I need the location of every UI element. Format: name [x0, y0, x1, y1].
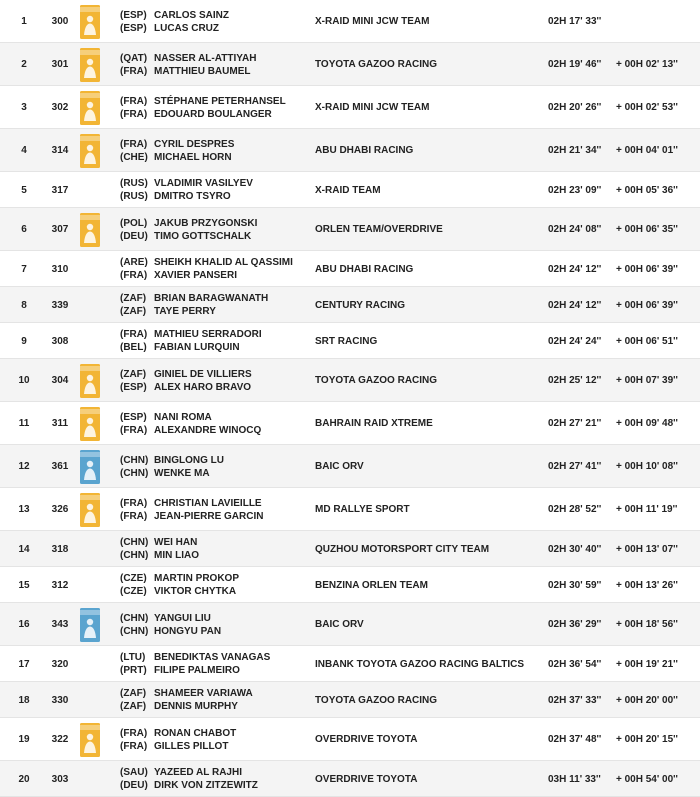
co-driver-name[interactable]: TAYE PERRY: [154, 306, 216, 317]
table-row[interactable]: [0, 761, 700, 797]
nationality: (FRA): [120, 497, 148, 509]
team-name[interactable]: BENZINA ORLEN TEAM: [315, 579, 428, 591]
co-driver-name[interactable]: TIMO GOTTSCHALK: [154, 230, 252, 242]
driver-name[interactable]: CYRIL DESPRES: [154, 138, 235, 150]
driver: [120, 766, 258, 779]
time-gap: + 00H 06' 35'': [616, 224, 678, 235]
nationality: (CHN): [120, 454, 149, 466]
crew-cell: [120, 217, 257, 243]
co-driver: [120, 65, 256, 78]
stage-time: 02H 19' 46'': [548, 59, 602, 70]
position-cell: 4: [21, 145, 27, 156]
nationality: (ESP): [120, 22, 147, 34]
team-name[interactable]: ABU DHABI RACING: [315, 263, 414, 275]
driver-name[interactable]: RONAN CHABOT: [154, 727, 237, 739]
nationality: (CHN): [120, 625, 149, 637]
car-number: 343: [51, 619, 69, 630]
car-number: 339: [51, 299, 69, 311]
stage-time: 02H 21' 34'': [548, 145, 602, 156]
nationality: (ESP): [120, 381, 147, 393]
table-row[interactable]: [0, 718, 700, 761]
car-number: 330: [51, 694, 69, 706]
position-cell: 1: [21, 16, 27, 27]
position-cell: 10: [18, 375, 30, 386]
nationality: (ESP): [120, 9, 147, 21]
crew-cell: [120, 411, 261, 437]
crew-cell: [120, 687, 253, 713]
co-driver-name[interactable]: WENKE MA: [154, 467, 210, 479]
stage-time: 02H 23' 09'': [548, 184, 602, 196]
time-gap: + 00H 13' 26'': [616, 579, 678, 591]
nationality: (CZE): [120, 586, 147, 597]
driver: [120, 95, 286, 108]
time-gap: + 00H 06' 51'': [616, 335, 678, 347]
position-cell: 11: [18, 418, 30, 429]
nationality: (ZAF): [120, 368, 147, 380]
driver: [120, 292, 268, 305]
crew-cell: [120, 256, 293, 282]
driver-name[interactable]: BENEDIKTAS VANAGAS: [154, 652, 271, 663]
driver-name[interactable]: CHRISTIAN LAVIEILLE: [154, 497, 262, 509]
co-driver-name[interactable]: ALEXANDRE WINOCQ: [154, 424, 262, 436]
nationality: (FRA): [120, 510, 148, 522]
time-gap: + 00H 09' 48'': [616, 418, 678, 429]
position-cell: 6: [21, 224, 27, 235]
stage-time: 02H 25' 12'': [548, 375, 602, 386]
driver-name[interactable]: SHEIKH KHALID AL QASSIMI: [154, 257, 293, 268]
nationality: (LTU): [120, 652, 146, 663]
team-name[interactable]: OVERDRIVE TOYOTA: [315, 773, 418, 785]
team-name[interactable]: ORLEN TEAM/OVERDRIVE: [315, 224, 443, 235]
nationality: (CHN): [120, 537, 149, 548]
driver: [120, 687, 253, 700]
car-number: 326: [51, 504, 69, 515]
driver: [120, 52, 256, 65]
car-number: 361: [51, 461, 69, 472]
co-driver: [120, 341, 262, 354]
time-gap: + 00H 06' 39'': [616, 263, 678, 275]
time-gap: + 00H 20' 00'': [616, 694, 678, 706]
table-row[interactable]: [0, 359, 700, 402]
crew-cell: [120, 52, 256, 78]
time-gap: + 00H 54' 00'': [616, 773, 678, 785]
team-name[interactable]: X-RAID MINI JCW TEAM: [315, 16, 430, 27]
crew-cell: [120, 9, 229, 35]
team-name[interactable]: X-RAID MINI JCW TEAM: [315, 102, 430, 113]
co-driver: [120, 151, 234, 164]
stage-time: 02H 24' 12'': [548, 263, 602, 275]
team-name[interactable]: CENTURY RACING: [315, 299, 406, 311]
table-row[interactable]: [0, 445, 700, 488]
nationality: (FRA): [120, 108, 148, 120]
table-row[interactable]: [0, 323, 700, 359]
legend-badge-icon: [79, 91, 101, 125]
driver-name[interactable]: BRIAN BARAGWANATH: [154, 293, 269, 304]
driver: [120, 368, 252, 381]
nationality: (QAT): [120, 52, 148, 64]
nationality: (ARE): [120, 257, 148, 268]
car-number: 312: [51, 579, 69, 591]
driver: [120, 138, 234, 151]
position-cell: 20: [18, 773, 30, 785]
crew-cell: [120, 536, 199, 562]
driver-name[interactable]: NASSER AL-ATTIYAH: [154, 52, 257, 64]
co-driver: [120, 625, 221, 638]
driver: [120, 497, 263, 510]
nationality: (DEU): [120, 780, 148, 791]
nationality: (ZAF): [120, 701, 147, 712]
nationality: (ZAF): [120, 688, 147, 699]
position-cell: 9: [21, 335, 27, 347]
crew-cell: [120, 328, 262, 354]
table-row[interactable]: [0, 86, 700, 129]
co-driver: [120, 467, 224, 480]
car-number: 300: [51, 16, 69, 27]
nationality: (FRA): [120, 424, 148, 436]
position-cell: 17: [18, 658, 30, 670]
team-name[interactable]: OVERDRIVE TOYOTA: [315, 734, 418, 745]
nationality: (FRA): [120, 270, 148, 281]
table-row[interactable]: [0, 567, 700, 603]
nationality: (CHN): [120, 612, 149, 624]
driver-name[interactable]: JAKUB PRZYGONSKI: [154, 217, 258, 229]
co-driver: [120, 424, 261, 437]
co-driver-name[interactable]: GILLES PILLOT: [154, 740, 229, 752]
team-name[interactable]: BAHRAIN RAID XTREME: [315, 418, 433, 429]
co-driver: [120, 740, 236, 753]
co-driver: [120, 585, 239, 598]
co-driver-name[interactable]: HONGYU PAN: [154, 625, 222, 637]
driver-name[interactable]: MATHIEU SERRADORI: [154, 329, 262, 340]
table-row[interactable]: [0, 402, 700, 445]
driver: [120, 727, 236, 740]
co-driver-name[interactable]: XAVIER PANSERI: [154, 270, 237, 281]
driver: [120, 572, 239, 585]
car-number: 308: [51, 335, 69, 347]
nationality: (ZAF): [120, 306, 147, 317]
car-number: 307: [51, 224, 69, 235]
team-name[interactable]: ABU DHABI RACING: [315, 145, 414, 156]
nationality: (SAU): [120, 767, 148, 778]
stage-time: 02H 24' 12'': [548, 299, 602, 311]
stage-time: 02H 37' 48'': [548, 734, 602, 745]
co-driver: [120, 190, 253, 203]
driver-name[interactable]: SHAMEER VARIAWA: [154, 688, 253, 699]
time-gap: + 00H 18' 56'': [616, 619, 678, 630]
position-cell: 14: [18, 543, 30, 555]
position-cell: 16: [18, 619, 30, 630]
legend-badge-icon: [79, 364, 101, 398]
position-cell: 5: [21, 184, 27, 196]
car-number: 322: [51, 734, 69, 745]
legend-badge-icon: [79, 213, 101, 247]
table-row[interactable]: [0, 0, 700, 43]
time-gap: + 00H 11' 19'': [616, 504, 678, 515]
driver: [120, 536, 199, 549]
car-number: 314: [51, 145, 69, 156]
stage-time: 02H 27' 41'': [548, 461, 602, 472]
nationality: (FRA): [120, 329, 148, 340]
table-row[interactable]: [0, 208, 700, 251]
position-cell: 12: [18, 461, 30, 472]
crew-cell: [120, 727, 236, 753]
stage-time: 02H 36' 54'': [548, 658, 602, 670]
position-cell: 18: [18, 694, 30, 706]
time-gap: + 00H 06' 39'': [616, 299, 678, 311]
co-driver-name[interactable]: DENNIS MURPHY: [154, 701, 238, 712]
team-name[interactable]: BAIC ORV: [315, 461, 364, 472]
co-driver-name[interactable]: FILIPE PALMEIRO: [154, 665, 240, 676]
co-driver: [120, 664, 270, 677]
position-cell: 2: [21, 59, 27, 70]
nationality: (PRT): [120, 665, 147, 676]
nationality: (CZE): [120, 573, 147, 584]
position-cell: 3: [21, 102, 27, 113]
legend-badge-icon: [79, 723, 101, 757]
co-driver-name[interactable]: VIKTOR CHYTKA: [154, 586, 237, 597]
time-gap: + 00H 02' 13'': [616, 59, 678, 70]
car-number: 311: [51, 418, 69, 429]
driver-name[interactable]: YAZEED AL RAJHI: [154, 767, 242, 778]
driver-name[interactable]: CARLOS SAINZ: [154, 9, 229, 21]
position-cell: 19: [18, 734, 30, 745]
stage-time: 03H 11' 33'': [548, 773, 601, 785]
rookie-badge-icon: [79, 608, 101, 642]
co-driver-name[interactable]: MATTHIEU BAUMEL: [154, 65, 251, 77]
stage-time: 02H 37' 33'': [548, 694, 602, 706]
car-number: 320: [51, 658, 69, 670]
driver-name[interactable]: GINIEL DE VILLIERS: [154, 368, 252, 380]
position-cell: 13: [18, 504, 30, 515]
co-driver: [120, 381, 252, 394]
nationality: (FRA): [120, 727, 148, 739]
team-name[interactable]: BAIC ORV: [315, 619, 364, 630]
legend-badge-icon: [79, 134, 101, 168]
time-gap: + 00H 19' 21'': [616, 658, 678, 670]
time-gap: + 00H 04' 01'': [616, 145, 678, 156]
stage-time: 02H 27' 21'': [548, 418, 602, 429]
crew-cell: [120, 454, 224, 480]
nationality: (CHN): [120, 550, 149, 561]
nationality: (CHN): [120, 467, 149, 479]
driver-name[interactable]: YANGUI LIU: [154, 612, 211, 624]
driver-name[interactable]: BINGLONG LU: [154, 454, 224, 466]
co-driver: [120, 700, 253, 713]
driver: [120, 454, 224, 467]
nationality: (CHE): [120, 151, 148, 163]
crew-cell: [120, 138, 234, 164]
driver-name[interactable]: STÉPHANE PETERHANSEL: [154, 95, 286, 107]
stage-time: 02H 20' 26'': [548, 102, 602, 113]
car-number: 304: [51, 375, 69, 386]
co-driver: [120, 108, 286, 121]
driver: [120, 9, 229, 22]
crew-cell: [120, 766, 258, 792]
table-row[interactable]: [0, 287, 700, 323]
nationality: (BEL): [120, 342, 147, 353]
co-driver: [120, 22, 229, 35]
crew-cell: [120, 651, 270, 677]
legend-badge-icon: [79, 5, 101, 39]
co-driver-name[interactable]: EDOUARD BOULANGER: [154, 108, 272, 120]
team-name[interactable]: TOYOTA GAZOO RACING: [315, 694, 438, 706]
team-name[interactable]: X-RAID TEAM: [315, 184, 381, 196]
car-number: 317: [51, 184, 69, 196]
crew-cell: [120, 572, 239, 598]
legend-badge-icon: [79, 48, 101, 82]
table-row[interactable]: [0, 603, 700, 646]
stage-time: 02H 30' 59'': [548, 579, 602, 591]
stage-time: 02H 24' 24'': [548, 335, 602, 347]
car-number: 301: [51, 59, 69, 70]
co-driver-name[interactable]: DMITRO TSYRO: [154, 191, 231, 202]
co-driver: [120, 305, 268, 318]
car-number: 318: [51, 543, 69, 555]
team-name[interactable]: SRT RACING: [315, 335, 378, 347]
team-name[interactable]: INBANK TOYOTA GAZOO RACING BALTICS: [315, 658, 525, 670]
table-row[interactable]: [0, 682, 700, 718]
nationality: (FRA): [120, 65, 148, 77]
nationality: (FRA): [120, 95, 148, 107]
driver: [120, 177, 253, 190]
time-gap: + 00H 02' 53'': [616, 102, 678, 113]
driver-name[interactable]: VLADIMIR VASILYEV: [154, 178, 253, 189]
nationality: (ZAF): [120, 293, 147, 304]
stage-time: 02H 30' 40'': [548, 543, 602, 555]
table-row[interactable]: [0, 43, 700, 86]
team-name[interactable]: QUZHOU MOTORSPORT CITY TEAM: [315, 543, 490, 555]
nationality: (DEU): [120, 230, 148, 242]
driver-name[interactable]: NANI ROMA: [154, 411, 212, 423]
co-driver: [120, 549, 199, 562]
nationality: (FRA): [120, 740, 148, 752]
table-row[interactable]: [0, 531, 700, 567]
co-driver-name[interactable]: FABIAN LURQUIN: [154, 342, 240, 353]
nationality: (FRA): [120, 138, 148, 150]
stage-time: 02H 28' 52'': [548, 504, 602, 515]
crew-cell: [120, 497, 263, 523]
nationality: (POL): [120, 217, 148, 229]
crew-cell: [120, 177, 253, 203]
table-row[interactable]: [0, 488, 700, 531]
driver: [120, 612, 221, 625]
crew-cell: [120, 612, 221, 638]
co-driver: [120, 269, 293, 282]
driver-name[interactable]: MARTIN PROKOP: [154, 573, 239, 584]
time-gap: + 00H 10' 08'': [616, 461, 678, 472]
position-cell: 8: [21, 299, 27, 311]
position-cell: 15: [18, 579, 30, 591]
crew-cell: [120, 95, 286, 121]
co-driver-name[interactable]: JEAN-PIERRE GARCIN: [154, 510, 264, 522]
legend-badge-icon: [79, 407, 101, 441]
time-gap: + 00H 13' 07'': [616, 543, 678, 555]
car-number: 303: [51, 773, 69, 785]
nationality: (ESP): [120, 411, 147, 423]
time-gap: + 00H 05' 36'': [616, 184, 678, 196]
driver: [120, 328, 262, 341]
co-driver: [120, 779, 258, 792]
stage-time: 02H 36' 29'': [548, 619, 602, 630]
co-driver-name[interactable]: LUCAS CRUZ: [154, 22, 219, 34]
rookie-badge-icon: [79, 450, 101, 484]
position-cell: 7: [21, 263, 27, 275]
co-driver: [120, 510, 263, 523]
crew-cell: [120, 292, 268, 318]
driver: [120, 651, 270, 664]
table-row[interactable]: [0, 251, 700, 287]
team-name[interactable]: MD RALLYE SPORT: [315, 504, 410, 515]
table-row[interactable]: [0, 646, 700, 682]
co-driver-name[interactable]: DIRK VON ZITZEWITZ: [154, 780, 258, 791]
co-driver: [120, 230, 257, 243]
stage-time: 02H 17' 33'': [548, 16, 602, 27]
car-number: 310: [51, 263, 69, 275]
driver: [120, 217, 257, 230]
legend-badge-icon: [79, 493, 101, 527]
team-name[interactable]: TOYOTA GAZOO RACING: [315, 59, 438, 70]
nationality: (RUS): [120, 178, 148, 189]
co-driver-name[interactable]: MICHAEL HORN: [154, 151, 232, 163]
co-driver-name[interactable]: MIN LIAO: [154, 550, 199, 561]
crew-cell: [120, 368, 252, 394]
car-number: 302: [51, 102, 69, 113]
co-driver-name[interactable]: ALEX HARO BRAVO: [154, 381, 252, 393]
driver: [120, 411, 261, 424]
time-gap: + 00H 07' 39'': [616, 375, 678, 386]
driver: [120, 256, 293, 269]
table-row[interactable]: [0, 172, 700, 208]
driver-name[interactable]: WEI HAN: [154, 537, 198, 548]
nationality: (RUS): [120, 191, 148, 202]
team-name[interactable]: TOYOTA GAZOO RACING: [315, 375, 438, 386]
table-row[interactable]: [0, 129, 700, 172]
stage-time: 02H 24' 08'': [548, 224, 602, 235]
time-gap: + 00H 20' 15'': [616, 734, 678, 745]
